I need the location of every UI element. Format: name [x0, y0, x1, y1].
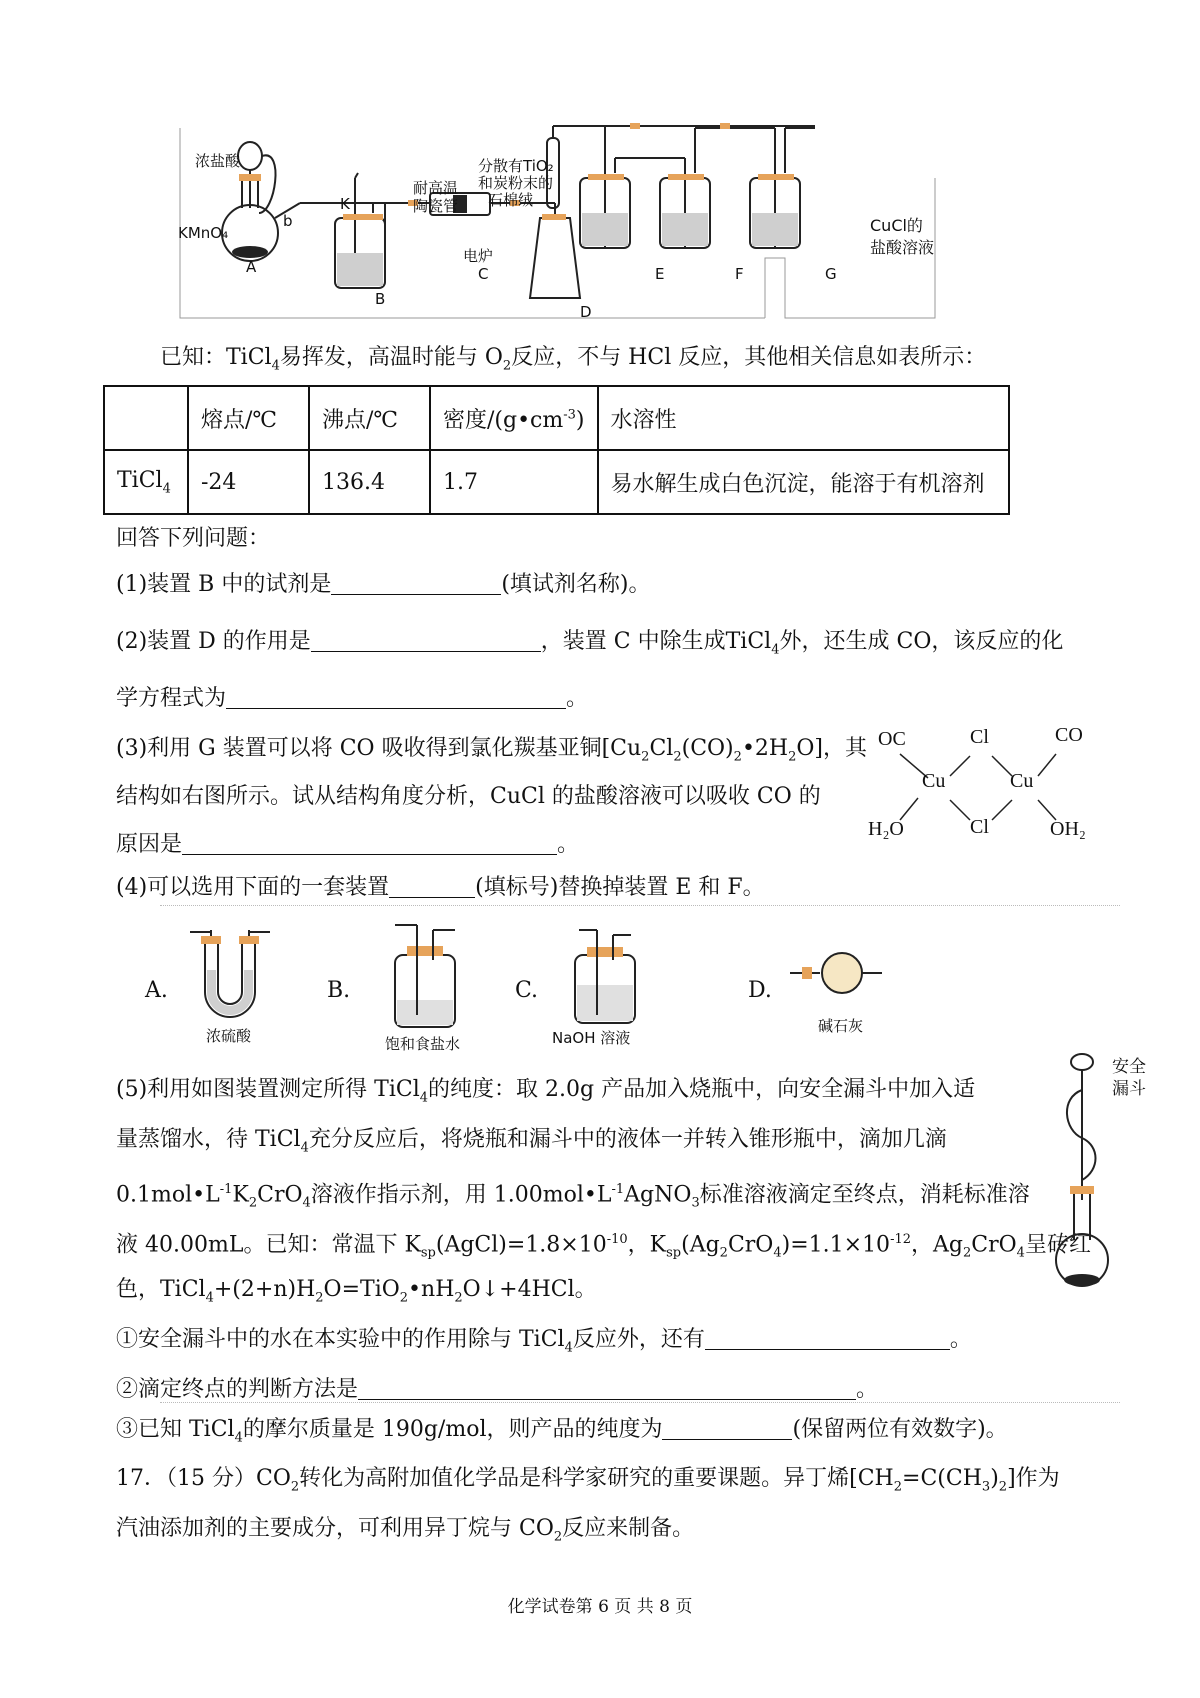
- u-tube-icon: [190, 930, 270, 1020]
- question-5-line1: (5)利用如图装置测定所得 TiCl$_4$的纯度：取 2.0g 产品加入烧瓶中，向安全漏斗中加入适: [116, 1077, 976, 1106]
- sub-question-3: ③已知 TiCl$_4$的摩尔质量是 190g/mol，则产品的纯度为 (保留两位有效数字)。: [116, 1417, 1008, 1446]
- answer-blank[interactable]: [662, 1417, 792, 1440]
- sub-question-2: ②滴定终点的判断方法是 。: [116, 1377, 879, 1402]
- option-d-caption: 碱石灰: [818, 1017, 864, 1035]
- label-conc-hcl: 浓盐酸: [195, 152, 241, 170]
- safety-funnel-flask-icon: [1040, 1050, 1120, 1290]
- label-asbestos-2: 和炭粉末的: [478, 174, 554, 192]
- question-17-line1: 17．（15 分）$CO_2$转化为高附加值化学品是科学家研究的重要课题。异丁烯$[CH_2=C(CH_3)_2]$作为: [116, 1466, 1060, 1495]
- table-cell: 1.7: [430, 450, 598, 514]
- struct-cl-bottom: Cl: [970, 816, 989, 838]
- label-f: F: [735, 265, 744, 283]
- label-c: C: [478, 265, 489, 283]
- funnel-label-2: 漏斗: [1112, 1079, 1146, 1099]
- label-g: G: [825, 265, 837, 283]
- drying-tube-icon: [790, 948, 890, 998]
- question-3-line1: (3)利用 G 装置可以将 CO 吸收得到氯化羰基亚铜$[Cu_2Cl_2(CO)_2•2H_2O]$，其: [116, 736, 868, 765]
- table-header-cell: [104, 386, 188, 450]
- struct-oc: OC: [878, 728, 906, 750]
- option-c-letter[interactable]: C.: [515, 978, 539, 1003]
- question-3-line3: 原因是 。: [116, 832, 580, 857]
- question-2: (2)装置 D 的作用是 ，装置 C 中除生成TiCl$_4$外，还生成 CO，该反应的化: [116, 629, 1064, 658]
- answer-blank[interactable]: [226, 686, 566, 709]
- question-5-line5: 色，$TiCl_4+(2+n)H_2O=TiO_2•nH_2O↓+4HCl$。: [116, 1277, 597, 1306]
- option-b-caption: 饱和食盐水: [385, 1035, 461, 1053]
- table-header-cell: 沸点/℃: [309, 386, 430, 450]
- option-d-letter[interactable]: D.: [748, 978, 772, 1003]
- table-header-cell: 熔点/℃: [188, 386, 309, 450]
- table-row: [104, 450, 1009, 514]
- table-header-cell: 密度$/(g•cm^{-3})$: [430, 386, 598, 450]
- struct-cl-top: Cl: [970, 726, 989, 748]
- struct-h2o: H₂O: [868, 818, 904, 840]
- struct-co: CO: [1055, 724, 1083, 746]
- question-1: (1)装置 B 中的试剂是 (填试剂名称)。: [116, 572, 651, 597]
- page-footer: 化学试卷第 6 页 共 8 页: [507, 1597, 693, 1617]
- struct-oh2: OH₂: [1050, 818, 1086, 840]
- label-asbestos-3: 石棉绒: [488, 191, 534, 209]
- question-17-line2: 汽油添加剂的主要成分，可利用异丁烷与 $CO_2$反应来制备。: [116, 1516, 695, 1545]
- option-a-letter[interactable]: A.: [145, 978, 168, 1003]
- label-k: K: [340, 195, 350, 213]
- question-5-line4: 液 40.00mL。已知：常温下 $K_{sp}(AgCl)=1.8\times 10^{-10}$，$K_{sp}(Ag_2CrO_4)=1.1\times 10^{-12}$，$Ag_2CrO_4$呈砖红: [116, 1232, 1091, 1261]
- question-4: (4)可以选用下面的一套装置 (填标号)替换掉装置 E 和 F。: [116, 875, 765, 900]
- label-ceramic-tube-1: 耐高温: [413, 179, 459, 197]
- label-cucl-1: CuCl的: [870, 216, 923, 235]
- properties-table: [103, 385, 1010, 515]
- answer-blank[interactable]: [311, 629, 541, 652]
- label-ceramic-tube-2: 陶瓷管: [413, 197, 459, 215]
- answer-blank[interactable]: [182, 832, 557, 855]
- label-cucl-2: 盐酸溶液: [870, 238, 935, 257]
- struct-cu-left: Cu: [922, 770, 946, 792]
- option-b-letter[interactable]: B.: [327, 978, 351, 1003]
- option-c-caption: NaOH 溶液: [552, 1029, 631, 1047]
- gas-washing-bottle-icon: [385, 920, 465, 1030]
- table-header-row: [104, 386, 1009, 450]
- question-2-line2: 学方程式为 。: [116, 686, 589, 711]
- answer-blank[interactable]: [389, 875, 475, 898]
- question-5-line2: 量蒸馏水，待 TiCl$_4$充分反应后，将烧瓶和漏斗中的液体一并转入锥形瓶中，滴加几滴: [116, 1127, 947, 1156]
- question-5-line3: $0.1mol•L^{-1}K_2CrO_4$溶液作指示剂，用 $1.00mol•L^{-1}AgNO_3$标准溶液滴定至终点，消耗标准溶: [116, 1182, 1030, 1211]
- label-e: E: [655, 265, 665, 283]
- table-cell: 易水解生成白色沉淀，能溶于有机溶剂: [598, 450, 1009, 514]
- table-cell: TiCl$_4$: [104, 450, 188, 514]
- funnel-label-1: 安全: [1112, 1057, 1146, 1077]
- label-b-arm: b: [283, 212, 293, 230]
- apparatus-diagram: [175, 118, 975, 323]
- label-b: B: [375, 290, 386, 308]
- label-d: D: [580, 303, 592, 321]
- table-cell: 136.4: [309, 450, 430, 514]
- answer-blank[interactable]: [705, 1327, 950, 1350]
- option-a-caption: 浓硫酸: [206, 1027, 252, 1045]
- known-statement: 已知：TiCl$_4$易挥发，高温时能与 $O_2$反应，不与 HCl 反应，其他相关信息如表所示：: [160, 345, 987, 374]
- struct-cu-right: Cu: [1010, 770, 1034, 792]
- label-asbestos-1: 分散有TiO₂: [478, 157, 554, 175]
- gas-washing-bottle-icon: [565, 925, 645, 1025]
- label-furnace: 电炉: [463, 247, 494, 265]
- sub-question-1: ①安全漏斗中的水在本实验中的作用除与 TiCl$_4$反应外，还有 。: [116, 1327, 972, 1356]
- label-kmno4: KMnO₄: [178, 224, 229, 242]
- answer-blank[interactable]: [331, 572, 501, 595]
- label-a: A: [246, 258, 257, 276]
- table-header-cell: 水溶性: [598, 386, 1009, 450]
- answer-blank[interactable]: [358, 1377, 856, 1400]
- question-3-line2: 结构如右图所示。试从结构角度分析，CuCl 的盐酸溶液可以吸收 CO 的: [116, 784, 821, 809]
- table-cell: -24: [188, 450, 309, 514]
- answer-intro: 回答下列问题：: [116, 526, 271, 551]
